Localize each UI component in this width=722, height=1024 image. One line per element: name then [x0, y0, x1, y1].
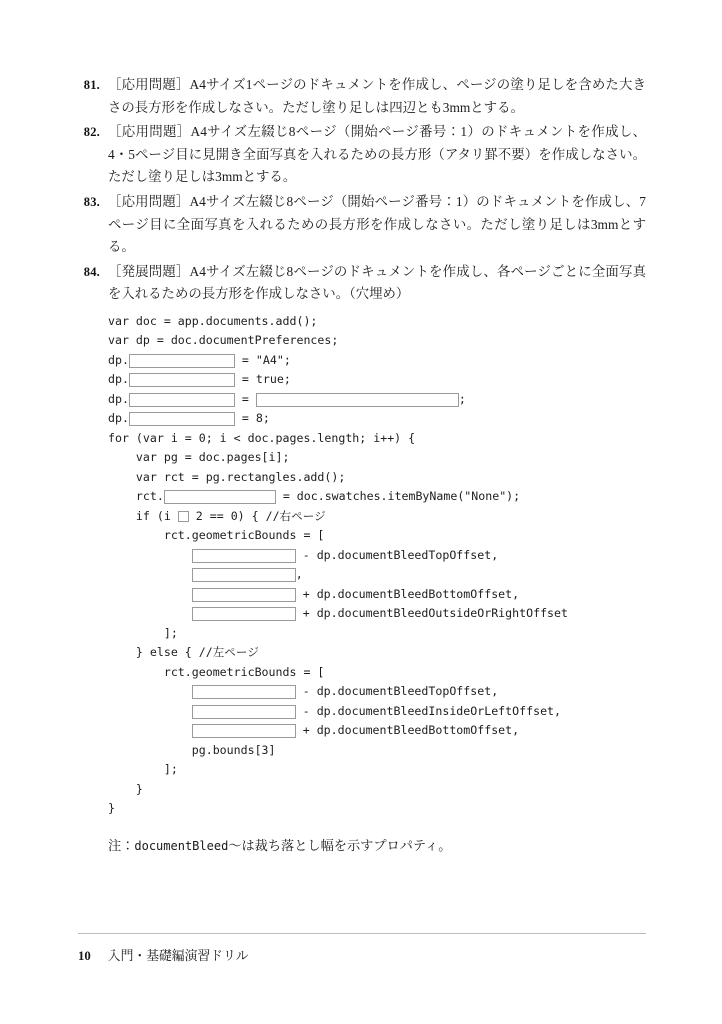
- code-line: [108, 780, 646, 800]
- code-indent: [108, 604, 192, 624]
- note-prefix: 注：: [108, 837, 135, 853]
- code-text: var dp = doc.documentPreferences;: [108, 333, 339, 348]
- fill-in-blank[interactable]: [192, 568, 296, 582]
- question-text: ［応用問題］A4サイズ1ページのドキュメントを作成し、ページの塗り足しを含めた大きさの長方形を作成しなさい。ただし塗り足しは四辺とも3mmとする。: [108, 77, 646, 115]
- code-text: = 8;: [234, 411, 270, 426]
- code-text: + dp.documentBleedBottomOffset,: [295, 586, 520, 601]
- question-number: 81.: [83, 78, 100, 92]
- fill-in-blank[interactable]: [192, 549, 296, 563]
- fill-in-blank[interactable]: [129, 412, 235, 426]
- code-text: var doc = app.documents.add();: [108, 313, 318, 328]
- code-indent: [108, 565, 192, 585]
- code-line: [108, 487, 646, 507]
- note-property-name: documentBleed: [134, 838, 229, 853]
- code-line: [108, 663, 646, 683]
- note-suffix: 〜は裁ち落とし幅を示すプロパティ。: [228, 837, 452, 853]
- code-text: }: [108, 781, 143, 796]
- question-number: 82.: [83, 125, 100, 140]
- code-line: [108, 546, 646, 566]
- question-number: 83.: [83, 194, 100, 209]
- fill-in-blank[interactable]: [192, 607, 296, 621]
- fill-in-blank-operator[interactable]: [178, 511, 189, 522]
- code-line: [108, 312, 646, 332]
- code-line: [108, 507, 646, 527]
- code-text: = true;: [234, 372, 291, 387]
- footer-divider: [78, 933, 646, 934]
- question-list: [78, 74, 646, 306]
- code-text: = doc.swatches.itemByName("None");: [275, 489, 521, 504]
- code-line: [108, 799, 646, 819]
- code-text: ];: [108, 762, 178, 777]
- code-line: [108, 351, 646, 371]
- code-line: [108, 682, 646, 702]
- code-line: [108, 370, 646, 390]
- code-text: rct.: [108, 489, 164, 504]
- question-text: ［応用問題］A4サイズ左綴じ8ページ（開始ページ番号：1）のドキュメントを作成し、7ページ目に全面写真を入れるための長方形を作成しなさい。ただし塗り足しは3mmとする。: [108, 193, 646, 255]
- code-line: [108, 702, 646, 722]
- code-line: [108, 468, 646, 488]
- fill-in-blank[interactable]: [129, 373, 235, 387]
- code-line: [108, 565, 646, 585]
- code-text: ,: [295, 567, 303, 582]
- code-line: [108, 643, 646, 663]
- code-text: + dp.documentBleedOutsideOrRightOffset: [295, 606, 568, 621]
- code-line: [108, 624, 646, 644]
- code-indent: [108, 702, 192, 722]
- code-text: =: [234, 391, 256, 406]
- code-text: - dp.documentBleedTopOffset,: [295, 547, 499, 562]
- code-text: for (var i = 0; i < doc.pages.length; i++) {: [108, 430, 416, 445]
- fill-in-blank-long[interactable]: [256, 393, 459, 407]
- code-text: rct.geometricBounds = [: [108, 664, 325, 679]
- footer-content: [78, 945, 646, 964]
- code-indent: [108, 546, 192, 566]
- code-line: [108, 721, 646, 741]
- code-text: dp.: [108, 352, 129, 367]
- fill-in-blank[interactable]: [192, 588, 296, 602]
- code-text: var pg = doc.pages[i];: [108, 450, 290, 465]
- code-text: } else { //左ページ: [108, 645, 259, 660]
- code-line: [108, 760, 646, 780]
- code-text: rct.geometricBounds = [: [108, 528, 325, 543]
- code-text: dp.: [108, 372, 129, 387]
- code-line: [108, 448, 646, 468]
- code-indent: [108, 585, 192, 605]
- code-text: 2 == 0) { //右ページ: [188, 508, 326, 523]
- fill-in-blank[interactable]: [129, 354, 235, 368]
- question-item-83: [78, 191, 646, 259]
- code-line: [108, 331, 646, 351]
- code-text: var rct = pg.rectangles.add();: [108, 469, 346, 484]
- page-footer: [78, 933, 646, 964]
- code-text: }: [108, 801, 115, 816]
- question-item-84: [78, 261, 646, 306]
- question-text: ［応用問題］A4サイズ左綴じ8ページ（開始ページ番号：1）のドキュメントを作成し、4・5ページ目に見開き全面写真を入れるための長方形（アタリ罫不要）を作成しなさい。ただし塗り足しは3mmとする。: [108, 124, 646, 185]
- code-block: [108, 312, 646, 819]
- question-text: ［発展問題］A4サイズ左綴じ8ページのドキュメントを作成し、各ページごとに全面写真を入れるための長方形を作成しなさい。（穴埋め）: [108, 263, 646, 302]
- footer-page-number: 10: [78, 949, 91, 963]
- code-line: [108, 585, 646, 605]
- fill-in-blank[interactable]: [192, 705, 296, 719]
- fill-in-blank[interactable]: [164, 490, 276, 504]
- code-indent: [108, 721, 192, 741]
- footer-book-title: 入門・基礎編演習ドリル: [107, 949, 249, 963]
- note-line: [108, 835, 646, 857]
- code-line: [108, 526, 646, 546]
- code-text: ;: [458, 391, 466, 406]
- code-line: [108, 429, 646, 449]
- code-text: dp.: [108, 411, 129, 426]
- code-text: = "A4";: [234, 352, 291, 367]
- question-item-82: [78, 121, 646, 189]
- fill-in-blank[interactable]: [129, 393, 235, 407]
- fill-in-blank[interactable]: [192, 724, 296, 738]
- code-line: [108, 409, 646, 429]
- fill-in-blank[interactable]: [192, 685, 296, 699]
- code-text: - dp.documentBleedTopOffset,: [295, 684, 499, 699]
- code-text: if (i: [108, 508, 178, 523]
- question-item-81: [78, 74, 646, 119]
- code-line: [108, 741, 646, 761]
- code-text: pg.bounds[3]: [108, 742, 276, 757]
- code-text: + dp.documentBleedBottomOffset,: [295, 723, 520, 738]
- code-text: ];: [108, 625, 178, 640]
- code-text: - dp.documentBleedInsideOrLeftOffset,: [295, 703, 562, 718]
- question-number: 84.: [83, 264, 100, 279]
- code-indent: [108, 682, 192, 702]
- code-line: [108, 604, 646, 624]
- code-text: dp.: [108, 391, 129, 406]
- code-line: [108, 390, 646, 410]
